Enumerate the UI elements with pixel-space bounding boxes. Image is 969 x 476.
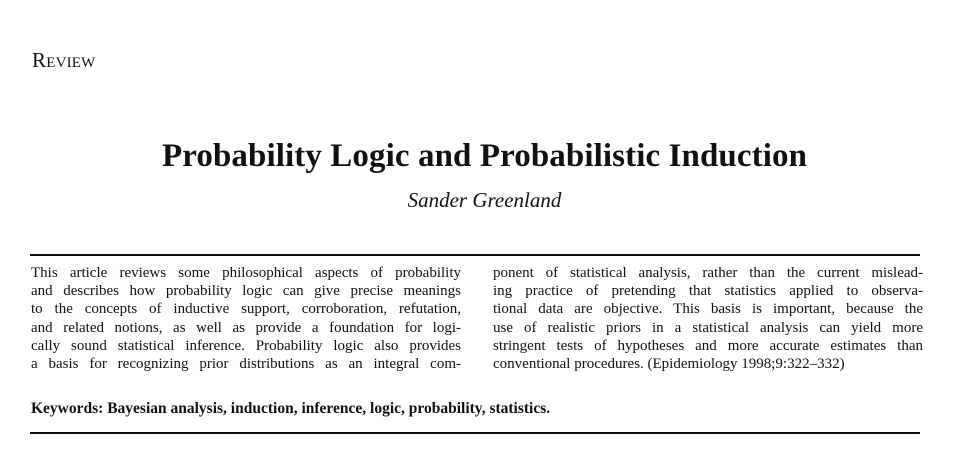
bottom-rule xyxy=(30,432,920,434)
abstract-left-column xyxy=(31,264,461,373)
abstract-right-column xyxy=(493,264,923,373)
abstract-line: and related notions, as well as provide a foundation for logi- xyxy=(31,319,461,336)
article-title: Probability Logic and Probabilistic Induction xyxy=(161,138,808,174)
abstract-line: stringent tests of hypotheses and more accurate estimates than xyxy=(493,337,923,354)
abstract-line: a basis for recognizing prior distributions as an integral com- xyxy=(31,356,461,373)
author-name: Sander Greenland xyxy=(407,188,562,212)
section-label: Review xyxy=(32,48,96,72)
top-rule xyxy=(30,254,920,256)
abstract-line: tional data are objective. This basis is important, because the xyxy=(493,301,923,318)
abstract-line: to the concepts of inductive support, corroboration, refutation, xyxy=(31,301,461,318)
abstract-line: conventional procedures. (Epidemiology 1998;9:322–332) xyxy=(493,356,845,373)
abstract-line: ing practice of pretending that statistics applied to observa- xyxy=(493,283,923,300)
abstract-line: and describes how probability logic can give precise meanings xyxy=(31,283,461,300)
keywords-label: Keywords: xyxy=(31,400,104,417)
abstract-line: This article reviews some philosophical aspects of probability xyxy=(31,265,461,281)
keywords xyxy=(31,400,550,418)
abstract-line: cally sound statistical inference. Probability logic also provides xyxy=(31,337,461,354)
keywords-text: Bayesian analysis, induction, inference, logic, probability, statistics. xyxy=(107,400,551,417)
abstract-line: use of realistic priors in a statistical analysis can yield more xyxy=(493,319,923,336)
abstract-line: ponent of statistical analysis, rather than the current mislead- xyxy=(493,265,923,281)
